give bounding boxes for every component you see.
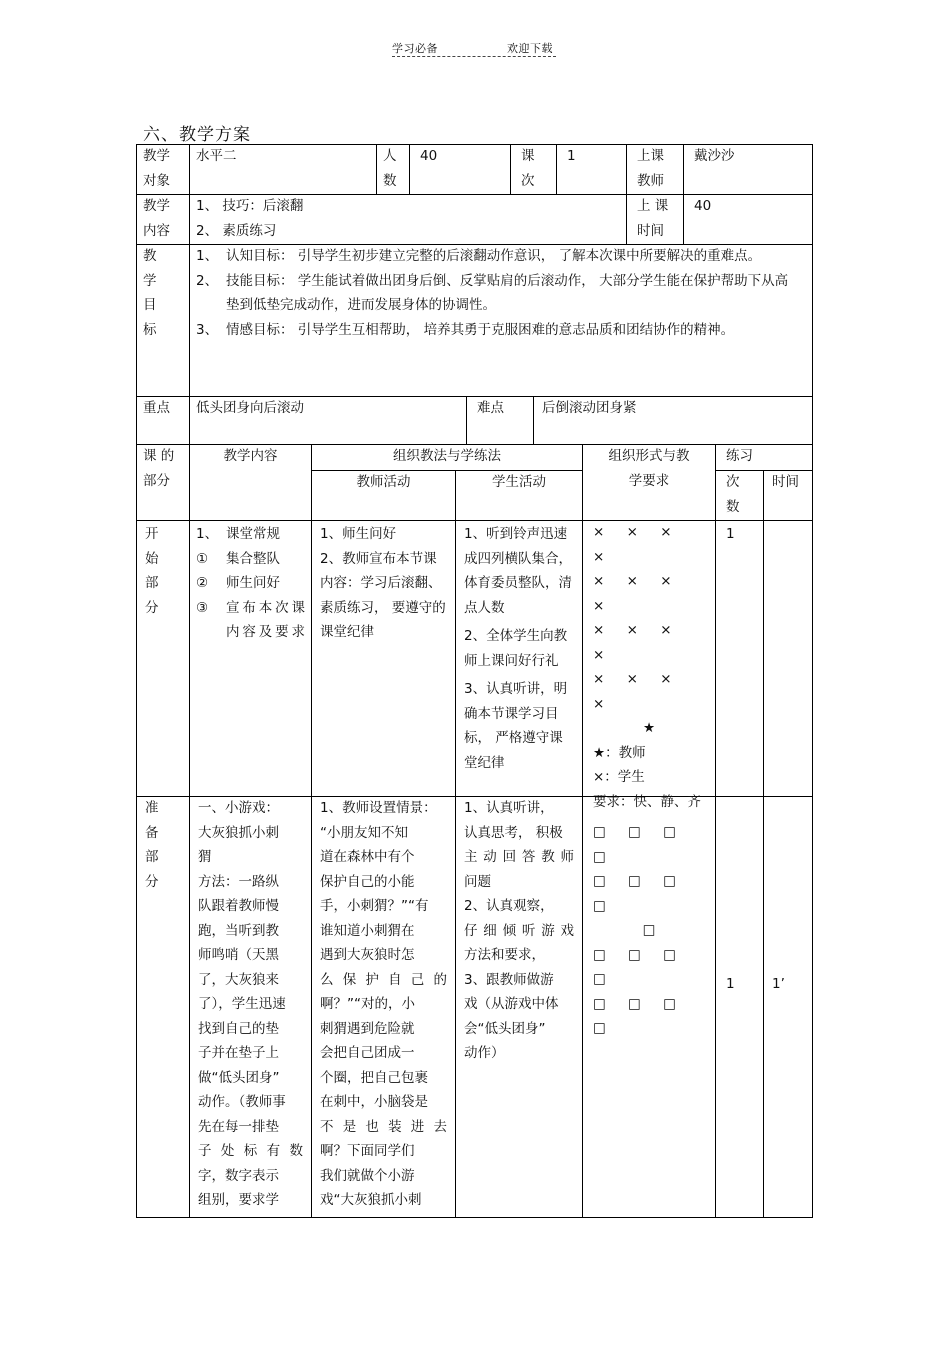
prep-teacher-activity: 1、教师设置情景： “小朋友知不知 道在森林中有个 保护自己的小能 手，小刺猬？”“有 谁知道小刺猬在 遇到大灰狼时怎 么保护自己的 啊？”“对的，小 刺猬遇到危险就 会把自己团成一 个圈，把自己包裹 在刺中，小脑袋是 不是也装进去 啊？下面同学们 我们就做个小游 戏“大灰狼抓小刺	[320, 800, 447, 1208]
content-header: 教学内容	[223, 448, 278, 464]
part-header: 课 的 部分	[143, 448, 175, 489]
header-left: 学习必备	[392, 42, 438, 55]
count-value: 40	[420, 148, 438, 164]
teacher-value: 戴沙沙	[694, 148, 735, 164]
student-activity-item: 2、全体学生向教师上课问好行礼	[464, 628, 568, 669]
prep-part-label: 准 备 部 分	[145, 800, 159, 890]
student-activity-header: 学生活动	[492, 474, 546, 490]
mat-row: □ □ □ □	[593, 995, 685, 1036]
start-duration	[764, 520, 812, 796]
page-header	[392, 40, 556, 56]
legend-item: ★：教师	[593, 744, 646, 761]
prep-duration: 1’	[772, 976, 785, 992]
start-content-item: 1、 课堂常规	[196, 526, 280, 542]
content-item: 1、 技巧：后滚翻	[196, 198, 304, 214]
goals-label: 教 学 目 标	[143, 248, 157, 338]
header-right: 欢迎下载	[507, 42, 553, 55]
student-activity-item: 3、认真听讲，明确本节课学习目标， 严格遵守课堂纪律	[464, 681, 568, 771]
content-item: 2、 素质练习	[196, 222, 277, 239]
start-content-item: ③ 宣布本次课内容及要求	[196, 599, 305, 640]
header-divider	[392, 56, 556, 57]
duration-header: 时间	[772, 474, 799, 490]
prep-student-activity: 1、认真听讲， 认真思考， 积极 主动回答教师 问题 2、认真观察， 仔细倾听游戏 方法和要求， 3、跟教师做游 戏（从游戏中体 会“低头团身” 动作）	[464, 800, 574, 1061]
start-content	[190, 520, 311, 796]
count-label: 人数	[383, 148, 397, 189]
start-teacher-activity	[312, 520, 455, 796]
mat-row: □ □ □ □	[593, 873, 685, 914]
difficulty-value: 后倒滚动团身紧	[542, 400, 637, 416]
teacher-activity-item: 1、师生问好	[320, 526, 397, 542]
start-content-item: ① 集合整队	[196, 550, 280, 567]
mat-row: □ □ □ □	[593, 946, 685, 987]
teacher-activity-item: 2、教师宣布本节课内容：学习后滚翻、素质练习， 要遵守的课堂纪律	[320, 550, 446, 640]
teacher-label: 上课教师	[637, 148, 664, 189]
prep-times: 1	[726, 976, 735, 992]
keypoint-label: 重点	[143, 400, 170, 416]
start-organization	[583, 520, 715, 810]
goal-item: 2、 技能目标： 学生能试着做出团身后倒、反掌贴肩的后滚动作， 大部分学生能在保护帮助下从高垫到低垫完成动作，进而发展身体的协调性。	[196, 272, 789, 313]
goals-list	[190, 244, 812, 396]
method-header: 组织教法与学练法	[393, 448, 501, 464]
time-value: 40	[694, 198, 712, 214]
org-header: 组织形式与教 学要求	[608, 448, 690, 489]
target-value: 水平二	[196, 148, 237, 164]
difficulty-label: 难点	[477, 400, 504, 416]
table-right-border	[812, 144, 813, 1217]
legend-item: 要求：快、静、齐	[593, 793, 701, 810]
formation-row: × × × ×	[593, 671, 681, 712]
goal-item: 3、 情感目标： 引导学生互相帮助， 培养其勇于克服困难的意志品质和团结协作的精神。	[196, 321, 735, 338]
lesson-label: 课次	[521, 148, 535, 189]
lesson-value: 1	[567, 148, 576, 164]
content-label: 教学内容	[143, 198, 170, 239]
keypoint-value: 低头团身向后滚动	[196, 400, 304, 416]
start-part-label: 开 始 部 分	[145, 526, 159, 616]
teacher-activity-header: 教师活动	[356, 474, 411, 490]
formation-row: × × × ×	[593, 524, 681, 565]
prep-organization	[583, 820, 715, 1036]
goal-item: 1、 认知目标： 引导学生初步建立完整的后滚翻动作意识， 了解本次课中所要解决的重难点。	[196, 248, 762, 264]
teacher-mat-icon: □	[642, 922, 656, 938]
content-items	[190, 194, 626, 244]
section-title: 六、教学方案	[143, 125, 251, 145]
prep-content: 一、小游戏： 大灰狼抓小刺 猬 方法：一路纵 队跟着教师慢 跑，当听到教 师鸣哨（天黑 了，大灰狼来 了），学生迅速 找到自己的垫 子并在垫子上 做“低头团身” 动作。（教师事 先在每一排垫 子处标有数 字，数字表示 组别，要求学	[198, 800, 303, 1208]
formation-row: × × × ×	[593, 573, 681, 614]
legend-item: ×：学生	[593, 769, 645, 785]
start-student-activity	[456, 520, 582, 796]
times-header: 次 数	[726, 474, 740, 515]
mat-row: □ □ □ □	[593, 824, 685, 865]
target-label: 教学对象	[143, 148, 170, 189]
practice-header: 练习	[726, 448, 753, 464]
time-label: 上 课时间	[637, 198, 669, 239]
student-activity-item: 1、听到铃声迅速成四列横队集合，体育委员整队，清点人数	[464, 526, 572, 616]
table-bottom-border	[136, 1217, 813, 1218]
start-times: 1	[726, 526, 735, 542]
formation-row: × × × ×	[593, 622, 681, 663]
teacher-star-icon: ★	[642, 720, 656, 736]
start-content-item: ② 师生问好	[196, 575, 280, 591]
